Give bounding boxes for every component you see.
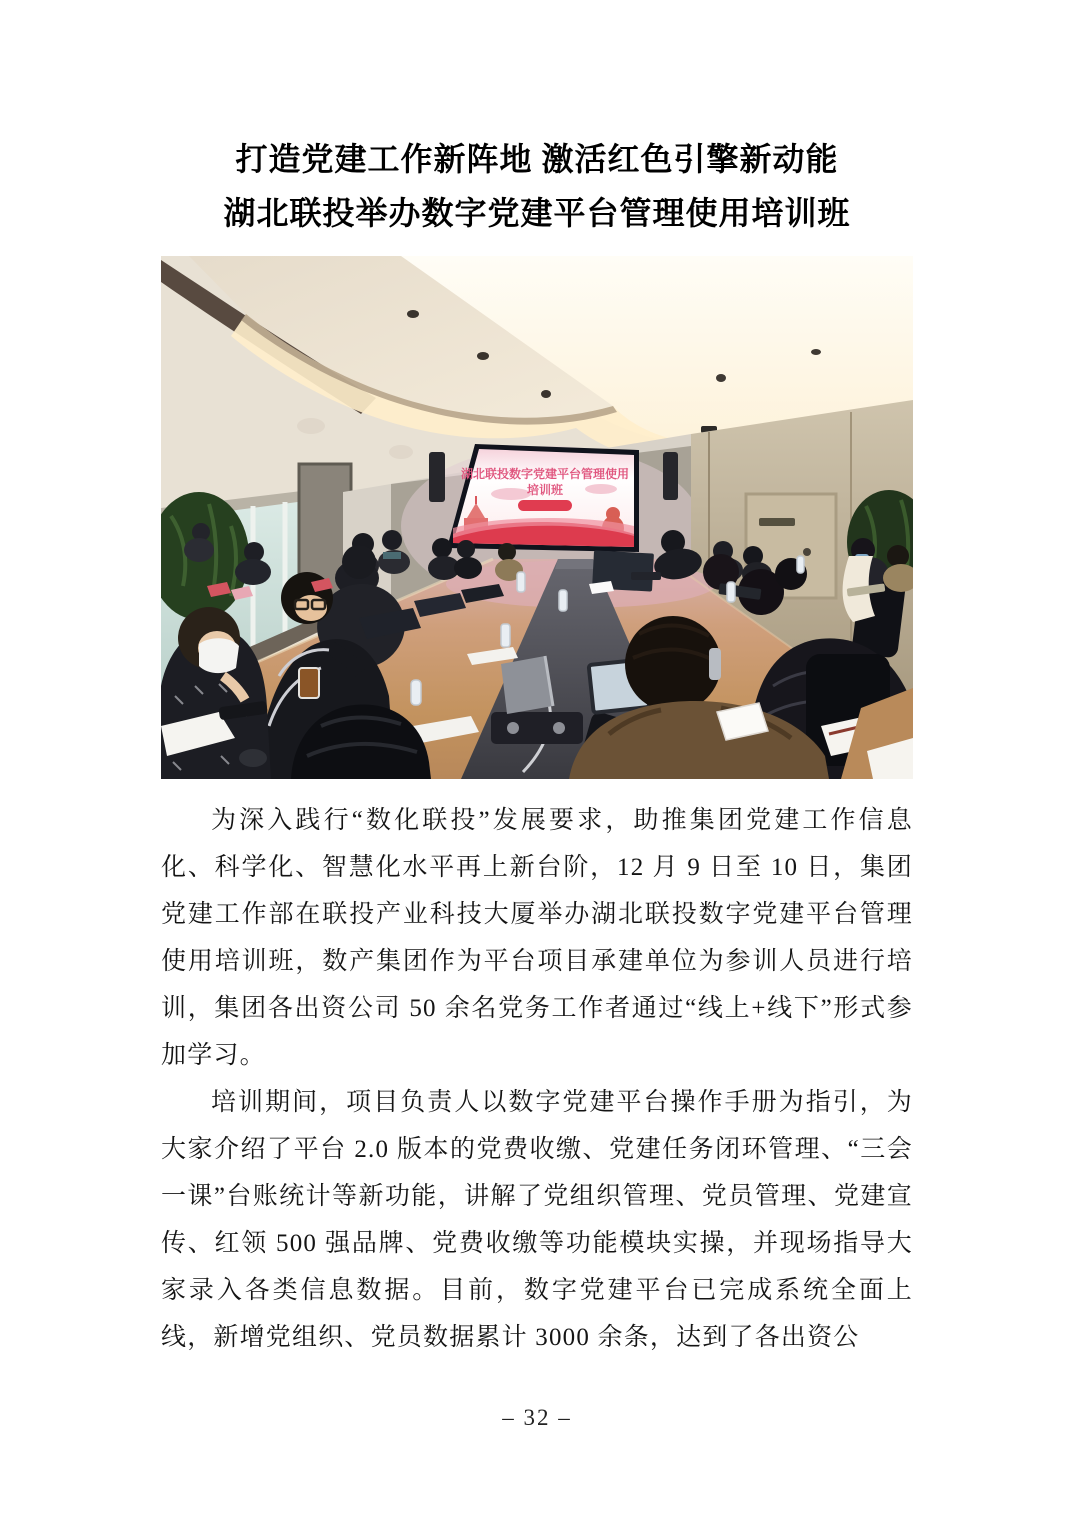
meeting-photo <box>161 256 913 779</box>
document-title-line-2: 湖北联投举办数字党建平台管理使用培训班 <box>223 195 851 231</box>
document-title-line-1: 打造党建工作新阵地 激活红色引擎新动能 <box>235 141 839 177</box>
article-body <box>161 797 913 1361</box>
page-number: – 32 – <box>502 1405 572 1430</box>
projection-screen <box>447 444 639 552</box>
document-title <box>161 0 913 240</box>
slide-title-line-1: 湖北联投数字党建平台管理使用 <box>460 467 630 481</box>
slide-date-banner <box>518 500 572 511</box>
slide-title-line-2: 培训班 <box>526 483 564 497</box>
table-console <box>491 712 583 744</box>
paragraph-1: 为深入践行“数化联投”发展要求，助推集团党建工作信息化、科学化、智慧化水平再上新台阶，12 月 9 日至 10 日，集团党建工作部在联投产业科技大厦举办湖北联投数字党建平台管理使用培训班，数产集团作为平台项目承建单位为参训人员进行培训，集团各出资公司 50 余名党务工作者通过“线上+线下”形式参加学习。 <box>161 807 913 1069</box>
meeting-photo-illustration <box>161 256 913 779</box>
paragraph-2: 培训期间，项目负责人以数字党建平台操作手册为指引，为大家介绍了平台 2.0 版本的党费收缴、党建任务闭环管理、“三会一课”台账统计等新功能，讲解了党组织管理、党员管理、党建宣传、红领 500 强品牌、党费收缴等功能模块实操，并现场指导大家录入各类信息数据。目前，数字党建平台已完成系统全面上线，新增党组织、党员数据累计 3000 余条，达到了各出资公 <box>161 1089 913 1351</box>
